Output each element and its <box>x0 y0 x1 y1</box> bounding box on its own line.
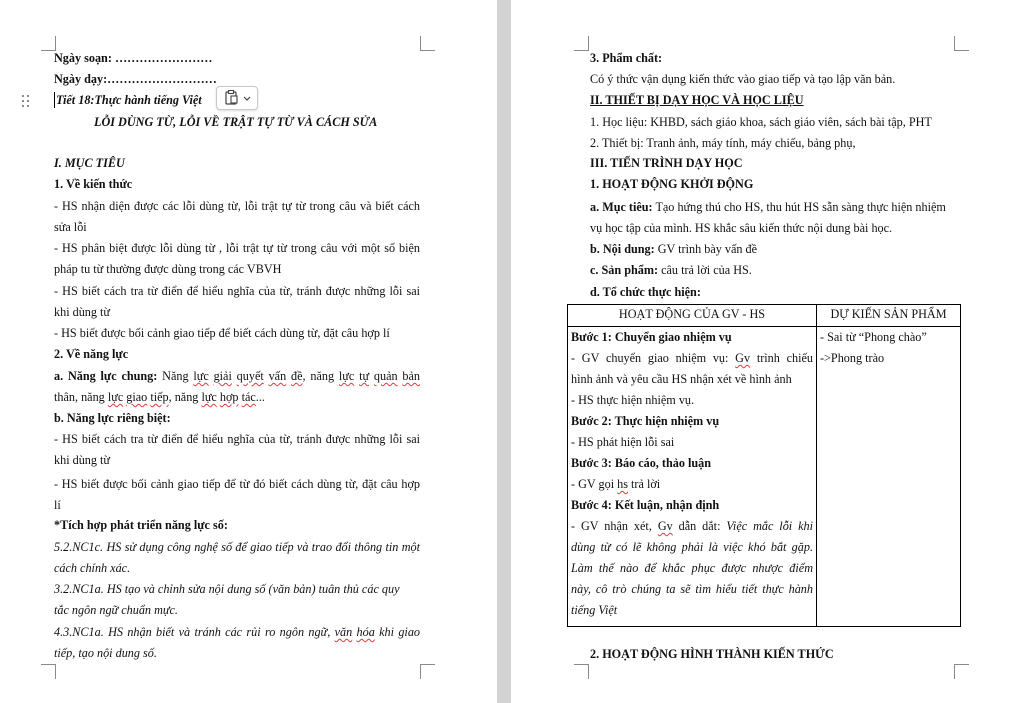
main-title: LỖI DÙNG TỪ, LỖI VỀ TRẬT TỰ TỪ VÀ CÁCH SỬA <box>94 115 378 129</box>
margin-corner-tl <box>574 36 589 51</box>
kien-thuc-heading: 1. Về kiến thức <box>54 177 133 191</box>
noi-dung: b. Nội dung: GV trình bày vấn đề <box>590 242 758 256</box>
muc-tieu-line-2: vụ học tập của mình. HS khắc sâu kiến thức nội dung bài học. <box>590 221 893 235</box>
kien-thuc-item-3-line-2: khi dùng từ <box>54 305 111 319</box>
to-chuc-thuc-hien: d. Tổ chức thực hiện: <box>590 285 701 299</box>
margin-corner-tr <box>954 36 969 51</box>
table-cell-product[interactable] <box>817 327 961 627</box>
san-pham: c. Sản phẩm: câu trả lời của HS. <box>590 263 752 277</box>
buoc-3-line-1: - GV gọi hs trả lời <box>571 477 661 491</box>
buoc-1-line-3: - HS thực hiện nhiệm vụ. <box>571 393 695 407</box>
hoat-dong-khoi-dong-heading: 1. HOẠT ĐỘNG KHỞI ĐỘNG <box>590 177 754 191</box>
nang-luc-rieng-biet-heading: b. Năng lực riêng biệt: <box>54 411 171 425</box>
nang-luc-chung-line-2: thân, năng lực giao tiếp, năng lực hợp tác... <box>54 390 265 404</box>
buoc-1-line-1: - GV chuyển giao nhiệm vụ: Gv trình chiếu <box>571 351 813 365</box>
kien-thuc-item-4: - HS biết được bối cảnh giao tiếp để biết cách dùng từ, đặt câu hợp lí <box>54 326 390 340</box>
kien-thuc-item-3-line-1: - HS biết cách tra từ điển để hiểu nghĩa của từ, tránh được những lỗi sai <box>54 284 420 298</box>
nang-luc-rieng-2-line-2: lí <box>54 498 61 512</box>
ngay-soan: Ngày soạn: …………………… <box>54 51 213 65</box>
buoc-4-line-1: - GV nhận xét, Gv dẫn dắt: Việc mắc lỗi khi <box>571 519 813 533</box>
table-header-row <box>568 305 961 327</box>
buoc-1-line-2: hình ảnh và yêu cầu HS nhận xét về hình ảnh <box>571 372 792 386</box>
kien-thuc-item-2-line-2: pháp tu từ thường được dùng trong các VBVH <box>54 262 282 276</box>
table-cell-activity[interactable] <box>568 327 817 627</box>
buoc-4-line-5: tiếng Việt <box>571 603 618 617</box>
buoc-1-heading: Bước 1: Chuyển giao nhiệm vụ <box>571 330 732 344</box>
nang-luc-rieng-1-line-1: - HS biết cách tra từ điển để hiểu nghĩa của từ, tránh được những lỗi sai <box>54 432 420 446</box>
buoc-2-line-1: - HS phát hiện lỗi sai <box>571 435 675 449</box>
chevron-down-icon <box>244 97 250 100</box>
section-i-heading: I. MỤC TIÊU <box>54 156 125 170</box>
hoc-lieu: 1. Học liệu: KHBD, sách giáo khoa, sách giáo viên, sách bài tập, PHT <box>590 115 932 129</box>
page-gutter <box>497 0 511 703</box>
tich-hop-heading: *Tích hợp phát triển năng lực số: <box>54 518 228 532</box>
nang-luc-so-1-line-2: cách chính xác. <box>54 561 131 575</box>
san-pham-line-2: ->Phong trào <box>820 351 885 365</box>
activity-table[interactable] <box>567 304 961 627</box>
clipboard-icon <box>217 87 257 109</box>
margin-corner-br <box>954 664 969 679</box>
nang-luc-rieng-1-line-2: khi dùng từ <box>54 453 111 467</box>
kien-thuc-item-1-line-1: - HS nhận diện được các lỗi dùng từ, lỗi trật tự từ trong câu và biết cách <box>54 199 420 213</box>
kien-thuc-item-1-line-2: sửa lỗi <box>54 220 87 234</box>
margin-corner-bl <box>41 664 56 679</box>
hoat-dong-hinh-thanh-kien-thuc-heading: 2. HOẠT ĐỘNG HÌNH THÀNH KIẾN THỨC <box>590 647 834 661</box>
document-page-left[interactable] <box>0 0 497 703</box>
muc-tieu-line-1: a. Mục tiêu: Tạo hứng thú cho HS, thu hút HS sẵn sàng thực hiện nhiệm <box>590 200 946 214</box>
san-pham-line-1: - Sai từ “Phong chào” <box>820 330 927 344</box>
lesson-line <box>54 92 202 108</box>
table-header-activity: HOẠT ĐỘNG CỦA GV - HS <box>618 307 766 321</box>
nang-luc-so-2-line-2: tắc ngôn ngữ chuẩn mực. <box>54 603 178 617</box>
ngay-day: Ngày dạy:……………………… <box>54 72 217 86</box>
margin-corner-br <box>420 664 435 679</box>
pham-chat-text: Có ý thức vận dụng kiến thức vào giao tiếp và tạo lập văn bản. <box>590 72 896 86</box>
lesson-number: Tiết 18: <box>56 93 95 107</box>
kien-thuc-item-2-line-1: - HS phân biệt được lỗi dùng từ , lỗi trật tự từ trong câu với một số biện <box>54 241 420 255</box>
nang-luc-chung-line-1: a. Năng lực chung: Năng lực giải quyết vấn đề, năng lực tự quản bản <box>54 369 421 383</box>
buoc-3-heading: Bước 3: Báo cáo, thảo luận <box>571 456 712 470</box>
buoc-2-heading: Bước 2: Thực hiện nhiệm vụ <box>571 414 720 428</box>
drag-handle-icon[interactable] <box>22 95 30 111</box>
nang-luc-heading: 2. Về năng lực <box>54 347 129 361</box>
nang-luc-so-1-line-1: 5.2.NC1c. HS sử dụng công nghệ số để giao tiếp và trao đổi thông tin một <box>54 540 420 554</box>
margin-corner-tr <box>420 36 435 51</box>
nang-luc-so-3-line-2: tiếp, tạo nội dung số. <box>54 646 157 660</box>
nang-luc-so-3-line-1: 4.3.NC1a. HS nhận biết và tránh các rủi ro ngôn ngữ, văn hóa khi giao <box>54 625 421 639</box>
buoc-4-line-4: này, cô trò chúng ta sẽ tìm hiểu tiết thực hành <box>571 582 813 596</box>
section-ii-heading: II. THIẾT BỊ DẠY HỌC VÀ HỌC LIỆU <box>590 93 804 107</box>
table-row <box>568 327 961 627</box>
buoc-4-line-2: dùng từ có lẽ không phải là việc khó bắt gặp. <box>571 540 813 554</box>
nang-luc-so-2-line-1: 3.2.NC1a. HS tạo và chỉnh sửa nội dung số (văn bản) tuân thủ các quy <box>54 582 400 596</box>
pham-chat-heading: 3. Phẩm chất: <box>590 51 663 65</box>
paste-options-button[interactable] <box>216 86 258 110</box>
section-iii-heading: III. TIẾN TRÌNH DẠY HỌC <box>590 156 743 170</box>
buoc-4-line-3: Làm thế nào để khắc phục được nhược điểm <box>571 561 813 575</box>
nang-luc-rieng-2-line-1: - HS biết được bối cảnh giao tiếp để từ đó biết cách dùng từ, đặt câu hợp <box>54 477 420 491</box>
table-header-product: DỰ KIẾN SẢN PHẨM <box>830 307 947 321</box>
margin-corner-tl <box>41 36 56 51</box>
lesson-subject: Thực hành tiếng Việt <box>94 93 202 107</box>
thiet-bi: 2. Thiết bị: Tranh ảnh, máy tính, máy chiếu, bảng phụ, <box>590 136 856 150</box>
buoc-4-heading: Bước 4: Kết luận, nhận định <box>571 498 720 512</box>
margin-corner-bl <box>574 664 589 679</box>
